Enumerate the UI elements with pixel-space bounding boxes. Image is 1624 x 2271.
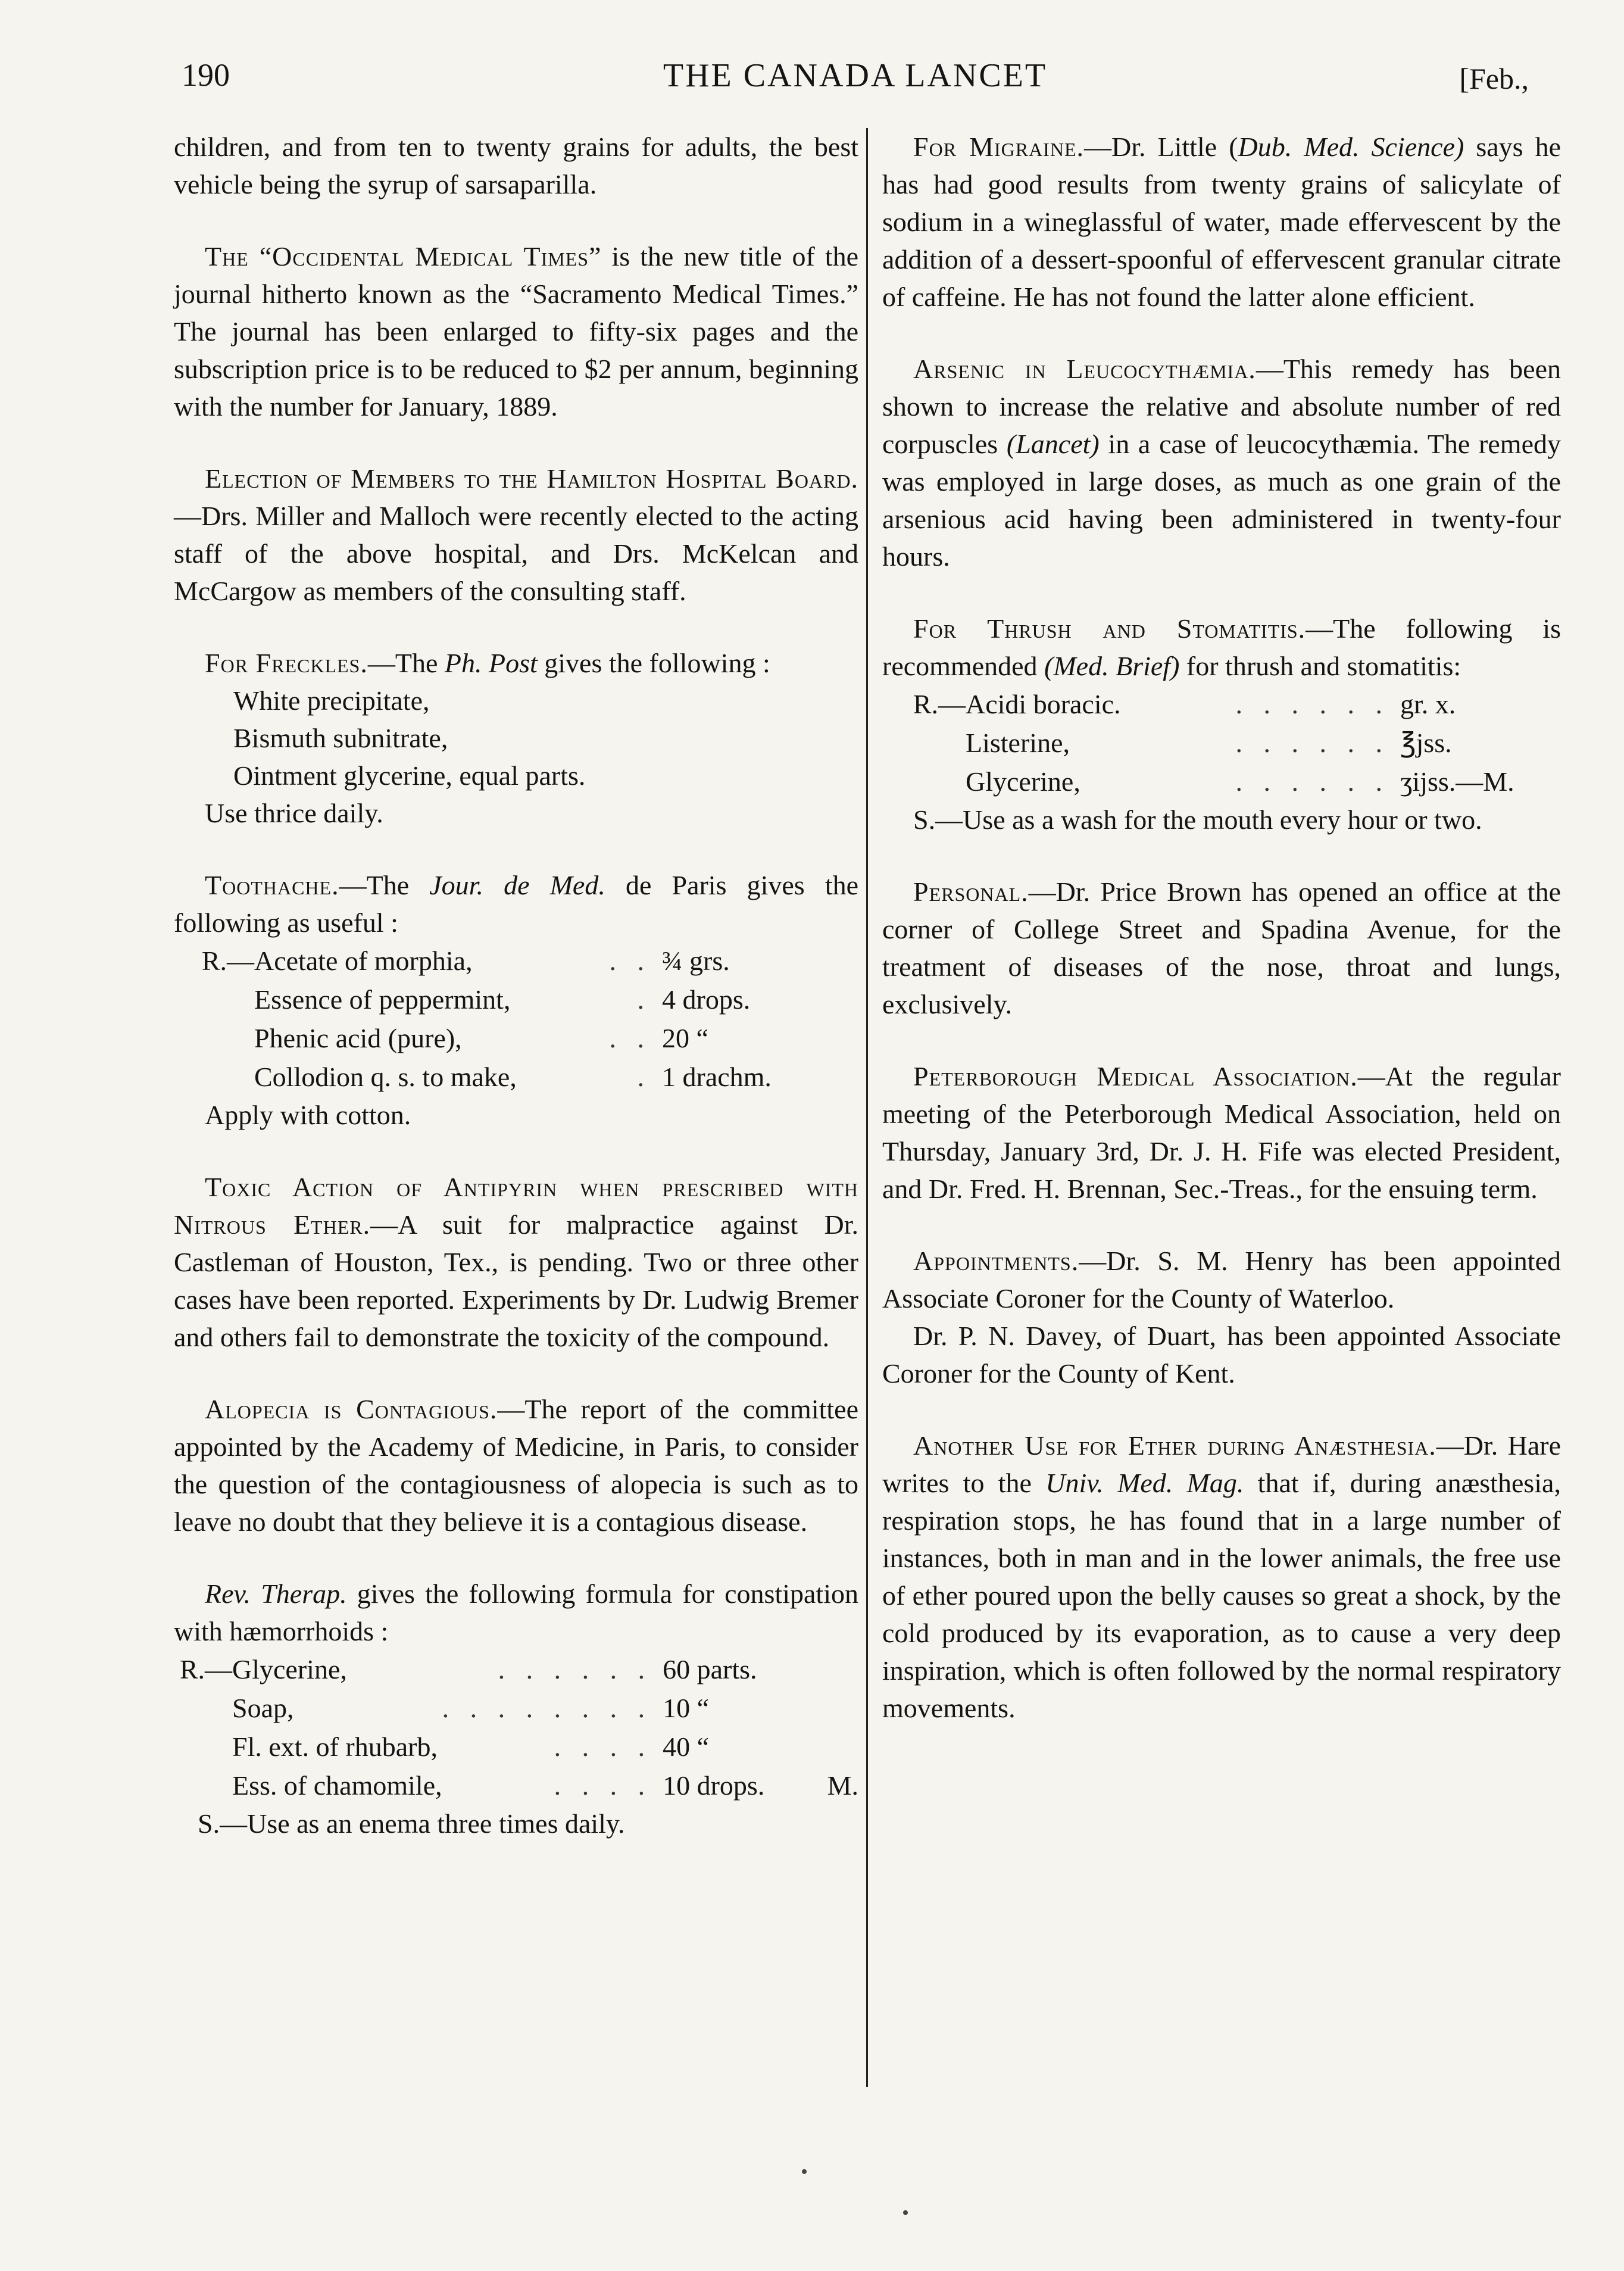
prescription-row — [174, 1689, 858, 1727]
article-text: —Dr. Hare writes to the — [882, 1430, 1561, 1498]
rx-item: Glycerine, — [966, 766, 1080, 797]
paragraph — [174, 644, 858, 682]
rx-item: Collodion q. s. to make, — [254, 1062, 517, 1092]
left-column — [174, 128, 858, 1877]
rx-item: Essence of peppermint, — [254, 984, 511, 1015]
formula-line: Ointment glycerine, equal parts. — [233, 760, 586, 791]
journal-name: Dub. Med. Science) — [1238, 132, 1464, 162]
article-heading: Personal. — [913, 876, 1029, 907]
rx-dots: . . . . . . . . — [442, 1693, 652, 1723]
instruction-line: S.—Use as an enema three times daily. — [198, 1808, 625, 1839]
prescription-row — [174, 1727, 858, 1766]
article-hamilton-hospital-board — [174, 460, 858, 610]
article-text: for thrush and stomatitis: — [1179, 651, 1461, 681]
article-text: gives the following : — [537, 648, 770, 678]
paragraph — [882, 1057, 1561, 1208]
rx-amount: 20 “ — [662, 1023, 708, 1053]
article-heading: For Thrush and Stomatitis. — [913, 613, 1306, 644]
rx-amount: gr. x. — [1400, 689, 1456, 719]
paragraph — [174, 1390, 858, 1540]
journal-title: THE CANADA LANCET — [663, 57, 1048, 94]
article-heading: Election of Members to the Hamilton Hospital Board. — [205, 463, 858, 494]
rx-amount: 40 “ — [663, 1732, 710, 1762]
journal-name: Ph. Post — [444, 648, 538, 678]
page-number: 190 — [182, 57, 230, 93]
rx-prefix — [174, 1689, 232, 1727]
prescription-table — [174, 941, 858, 1096]
rx-dots: . . — [609, 1023, 651, 1053]
paragraph — [174, 238, 858, 425]
rx-amount: ʒijss.—M. — [1400, 766, 1514, 797]
scan-speck — [903, 2210, 908, 2215]
article-ether-anaesthesia — [882, 1427, 1561, 1727]
paragraph — [174, 460, 858, 610]
rx-mix — [819, 1650, 858, 1689]
article-antipyrin — [174, 1168, 858, 1356]
article-continuation — [174, 128, 858, 203]
paragraph — [174, 1575, 858, 1650]
article-text: —The — [367, 648, 445, 678]
rx-prefix: R.— — [201, 946, 254, 976]
article-text: says he has had good results from twenty grains of salicylate of sodium in a wineglassful of water, made effervescent by the addition of a dessert-spoonful of effervescent granular citrate of caffeine. He has not found the latter alone efficient. — [882, 132, 1561, 312]
rx-mix — [819, 1727, 858, 1766]
article-text: —The following is recommended — [882, 613, 1561, 681]
journal-name: (Lancet) — [1006, 429, 1100, 459]
prescription-row — [174, 1019, 858, 1057]
rx-item: Phenic acid (pure), — [254, 1023, 462, 1053]
rx-dots: . . — [609, 946, 651, 976]
article-personal — [882, 873, 1561, 1023]
scan-speck — [802, 2169, 807, 2174]
rx-mix — [819, 1689, 858, 1727]
journal-name: Univ. Med. Mag. — [1045, 1468, 1244, 1498]
paragraph — [882, 1427, 1561, 1727]
article-text: —At the regular meeting of the Peterborough Medical Association, held on Thursday, January 3rd, Dr. J. H. Fife was elected President, and Dr. Fred. H. Brennan, Sec.-Treas., for the ensuing term. — [882, 1061, 1561, 1204]
article-heading: Another Use for Ether during Anæsthesia. — [913, 1430, 1436, 1461]
article-heading: Alopecia is Contagious. — [205, 1394, 498, 1424]
rx-prefix — [174, 1727, 232, 1766]
rx-amount: 10 “ — [663, 1693, 710, 1723]
prescription-row — [174, 941, 858, 980]
rx-amount: 60 parts. — [663, 1654, 757, 1684]
running-header — [182, 57, 1529, 110]
prescription-row — [882, 685, 1561, 723]
journal-name: Jour. de Med. — [429, 870, 605, 900]
article-heading: Peterborough Medical Association. — [913, 1061, 1358, 1091]
article-text: gives the following formula for constipation with hæmorrhoids : — [174, 1579, 858, 1646]
rx-amount: ¾ grs. — [662, 946, 730, 976]
article-text: —The — [339, 870, 430, 900]
rx-item: Listerine, — [966, 728, 1070, 758]
rx-amount: 1 drachm. — [662, 1062, 772, 1092]
article-migraine — [882, 128, 1561, 316]
rx-item: Soap, — [232, 1693, 294, 1723]
rx-amount: 10 drops. — [663, 1770, 765, 1801]
prescription-table — [174, 1650, 858, 1805]
rx-dots: . . . . — [554, 1770, 652, 1801]
paragraph — [174, 1168, 858, 1356]
article-text: —The report of the committee appointed by the Academy of Medicine, in Paris, to consider the question of the contagiousness of alopecia is such as to leave no doubt that they believe it is a contagious disease. — [174, 1394, 858, 1537]
formula-line: White precipitate, — [233, 685, 430, 716]
paragraph — [882, 350, 1561, 575]
rx-item: Ess. of chamomile, — [232, 1770, 442, 1801]
article-heading: Arsenic in Leucocythæmia. — [913, 354, 1256, 384]
rx-dots: . . . . . . — [1235, 728, 1389, 758]
rx-dots: . . . . . . — [1235, 766, 1389, 797]
article-freckles — [174, 644, 858, 832]
rx-dots: . — [637, 984, 651, 1015]
rx-item: Fl. ext. of rhubarb, — [232, 1732, 438, 1762]
article-appointments — [882, 1242, 1561, 1392]
rx-dots: . . . . . . — [1235, 689, 1389, 719]
paragraph — [882, 128, 1561, 316]
rx-prefix: R.— — [179, 1654, 233, 1684]
formula-line: Bismuth subnitrate, — [233, 723, 448, 753]
prescription-row — [882, 762, 1561, 801]
paragraph — [882, 610, 1561, 685]
article-text: —Dr. Little ( — [1084, 132, 1238, 162]
instruction-line: S.—Use as a wash for the mouth every hour or two. — [913, 804, 1482, 835]
rx-dots: . — [637, 1062, 651, 1092]
article-peterborough-association — [882, 1057, 1561, 1208]
journal-name: Rev. Therap. — [205, 1579, 347, 1609]
article-constipation-formula — [174, 1575, 858, 1842]
article-occidental-medical-times — [174, 238, 858, 425]
article-text: —This remedy has been shown to increase the relative and absolute number of red corpuscles — [882, 354, 1561, 459]
article-arsenic-leucocythaemia — [882, 350, 1561, 575]
article-thrush-stomatitis — [882, 610, 1561, 838]
paragraph — [882, 873, 1561, 1023]
paragraph: children, and from ten to twenty grains for adults, the best vehicle being the syrup of sarsaparilla. — [174, 132, 858, 199]
rx-prefix — [882, 762, 966, 801]
rx-item: Glycerine, — [232, 1654, 347, 1684]
paragraph — [882, 1242, 1561, 1317]
rx-amount: 4 drops. — [662, 984, 751, 1015]
prescription-row — [882, 723, 1561, 762]
rx-prefix — [174, 980, 254, 1019]
formula-list — [174, 682, 858, 794]
rx-prefix — [174, 1057, 254, 1096]
article-text: in a case of leucocythæmia. The remedy was employed in large doses, as much as one grain of the arsenious acid having been administered in twenty-four hours. — [882, 429, 1561, 572]
rx-prefix — [882, 723, 966, 762]
article-heading: The “Occidental Medical Times” — [205, 241, 602, 272]
prescription-row — [174, 1766, 858, 1805]
issue-month: [Feb., — [1459, 62, 1529, 95]
article-alopecia — [174, 1390, 858, 1540]
journal-name: (Med. Brief) — [1044, 651, 1180, 681]
article-heading: For Freckles. — [205, 648, 368, 678]
rx-item: Acidi boracic. — [966, 689, 1121, 719]
rx-item: Acetate of morphia, — [254, 946, 473, 976]
paragraph: Dr. P. N. Davey, of Duart, has been appointed Associate Coroner for the County of Kent. — [882, 1321, 1561, 1389]
rx-prefix: R.— — [913, 689, 966, 719]
rx-amount: ℥jss. — [1400, 728, 1452, 758]
article-text: —Dr. Price Brown has opened an office at the corner of College Street and Spadina Avenue, for the treatment of diseases of the nose, throat and lungs, exclusively. — [882, 876, 1561, 1019]
article-text: —Drs. Miller and Malloch were recently elected to the acting staff of the above hospital, and Drs. McKelcan and McCargow as members of the consulting staff. — [174, 501, 858, 606]
prescription-table — [882, 685, 1561, 801]
rx-prefix — [174, 1766, 232, 1805]
prescription-row — [174, 980, 858, 1019]
article-text: —Dr. S. M. Henry has been appointed Associate Coroner for the County of Waterloo. — [882, 1246, 1561, 1314]
article-toothache — [174, 866, 858, 1134]
instruction-line: Use thrice daily. — [205, 798, 383, 828]
article-heading: Appointments. — [913, 1246, 1079, 1276]
rx-dots: . . . . — [554, 1732, 652, 1762]
column-divider — [866, 128, 868, 2087]
article-heading: Toxic Action of Antipyrin when prescribed with Nitrous Ether. — [174, 1172, 858, 1240]
article-text: —A suit for malpractice against Dr. Castleman of Houston, Tex., is pending. Two or three other cases have been reported. Experiments by Dr. Ludwig Bremer and others fail to demonstrate the toxicity of the compound. — [174, 1209, 858, 1352]
instruction-line: Apply with cotton. — [205, 1100, 411, 1130]
article-text: that if, during anæsthesia, respiration stops, he has found that in a large number of instances, both in man and in the lower animals, the free use of ether poured upon the belly causes so great a shock, by the cold produced by its evaporation, as to cause a very deep inspiration, which is often followed by the normal respiratory movements. — [882, 1468, 1561, 1723]
prescription-row — [174, 1057, 858, 1096]
article-heading: Toothache. — [205, 870, 339, 900]
prescription-row — [174, 1650, 858, 1689]
article-heading: For Migraine. — [913, 132, 1084, 162]
article-text: is the new title of the journal hitherto known as the “Sacramento Medical Times.” The journal has been enlarged to fifty-six pages and the subscription price is to be reduced to $2 per annum, beginning with the number for January, 1889. — [174, 241, 858, 422]
rx-mix: M. — [827, 1770, 858, 1801]
article-text: de Paris gives the following as useful : — [174, 870, 859, 938]
rx-prefix — [174, 1019, 254, 1057]
paragraph — [174, 866, 858, 941]
rx-dots: . . . . . . — [498, 1654, 652, 1684]
right-column — [882, 128, 1561, 1761]
